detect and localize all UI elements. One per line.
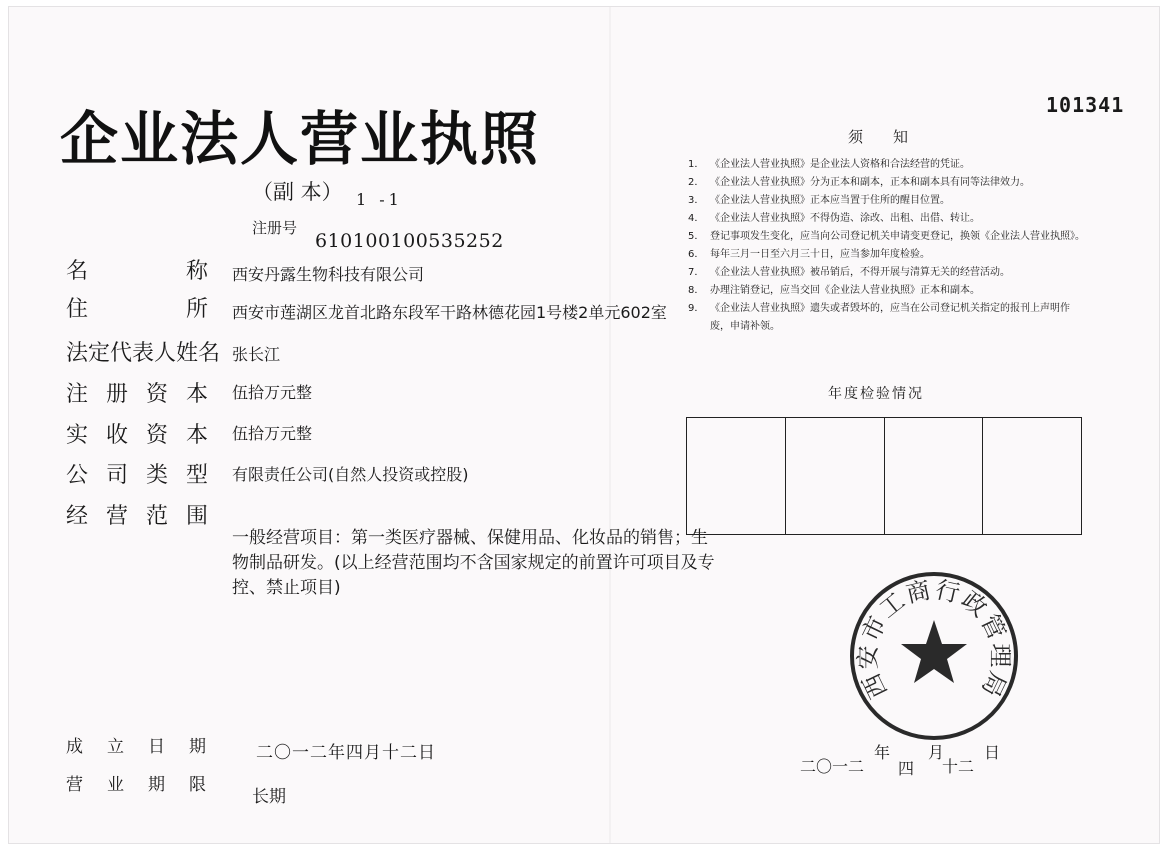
issue-date xyxy=(800,740,1000,780)
notice-item-number: 4． xyxy=(688,213,705,224)
notice-item xyxy=(688,192,1088,210)
field-label-legal-rep: 法定代表人姓名 xyxy=(66,341,221,366)
issue-day-num: 十二 xyxy=(942,757,975,776)
notice-title: 须知 xyxy=(848,128,939,146)
official-seal-icon xyxy=(848,570,1020,742)
field-value-paid-capital: 伍拾万元整 xyxy=(232,424,313,443)
notice-item xyxy=(688,174,1088,192)
notice-item-text: 登记事项发生变化，应当向公司登记机关申请变更登记，换领《企业法人营业执照》。 xyxy=(710,231,1085,242)
notice-item xyxy=(688,246,1088,264)
notice-item-text: 《企业法人营业执照》正本应当置于住所的醒目位置。 xyxy=(710,195,950,206)
notice-item-number: 6． xyxy=(688,249,705,260)
field-label-company-type: 公司类型 xyxy=(66,463,208,488)
issue-month-num: 四 xyxy=(898,759,915,778)
notice-item xyxy=(688,156,1088,174)
inspection-cell xyxy=(786,418,885,534)
seal-star xyxy=(901,620,967,683)
field-value-legal-rep: 张长江 xyxy=(232,345,281,364)
field-label-business-scope: 经营范围 xyxy=(66,504,208,529)
notice-item-number: 7． xyxy=(688,267,705,278)
seal-text-path: 西安市工商行政管理局 xyxy=(853,575,1015,703)
notice-item-number: 2． xyxy=(688,177,705,188)
inspection-cell xyxy=(885,418,984,534)
notice-item-text: 《企业法人营业执照》遗失或者毁坏的，应当在公司登记机关指定的报刊上声明作废，申请补领。 xyxy=(710,303,1070,332)
notice-item-text: 《企业法人营业执照》是企业法人资格和合法经营的凭证。 xyxy=(710,159,970,170)
notice-item-text: 办理注销登记，应当交回《企业法人营业执照》正本和副本。 xyxy=(710,285,980,296)
field-value-registered-capital: 伍拾万元整 xyxy=(232,383,313,402)
notice-item-number: 1． xyxy=(688,159,705,170)
annual-inspection-title: 年度检验情况 xyxy=(828,386,924,402)
fold-line xyxy=(609,7,611,843)
field-value-address: 西安市莲湖区龙首北路东段军干路林德花园1号楼2单元602室 xyxy=(232,303,667,322)
copy-subtitle: （副 本） xyxy=(252,180,343,204)
notice-item xyxy=(688,210,1088,228)
notice-item-number: 9． xyxy=(688,303,705,314)
notice-item-number: 8． xyxy=(688,285,705,296)
registration-label: 注册号 xyxy=(252,219,298,237)
establishment-date-value: 二〇一二年四月十二日 xyxy=(256,743,436,763)
field-label-paid-capital: 实收资本 xyxy=(66,423,208,448)
notice-item xyxy=(688,264,1088,282)
document-title: 企业法人营业执照 xyxy=(60,105,541,173)
notice-item-text: 《企业法人营业执照》分为正本和副本，正本和副本具有同等法律效力。 xyxy=(710,177,1030,188)
notice-item xyxy=(688,300,1088,336)
notice-item xyxy=(688,228,1088,246)
field-label-registered-capital: 注册资本 xyxy=(66,382,208,407)
issue-day-char: 日 xyxy=(984,743,1001,762)
issue-year-prefix: 二〇一二 xyxy=(800,757,865,776)
inspection-cell xyxy=(687,418,786,534)
notice-item-number: 5． xyxy=(688,231,705,242)
field-value-name: 西安丹露生物科技有限公司 xyxy=(232,265,425,284)
notice-item xyxy=(688,282,1088,300)
notice-list xyxy=(688,156,1088,336)
issue-month-char: 月 xyxy=(928,743,945,762)
issue-year-char: 年 xyxy=(874,743,891,762)
business-term-value: 长期 xyxy=(252,787,286,807)
notice-item-text: 《企业法人营业执照》不得伪造、涂改、出租、出借、转让。 xyxy=(710,213,980,224)
establishment-date-label: 成立日期 xyxy=(66,737,206,757)
field-label-address: 住所 xyxy=(66,297,208,322)
copy-number: 1 -1 xyxy=(356,190,403,209)
notice-item-text: 《企业法人营业执照》被吊销后，不得开展与清算无关的经营活动。 xyxy=(710,267,1010,278)
business-term-label: 营业期限 xyxy=(66,775,206,795)
business-scope-text: 一般经营项目：第一类医疗器械、保健用品、化妆品的销售；生物制品研发。(以上经营范围均不含国家规定的前置许可项目及专控、禁止项目) xyxy=(232,528,715,598)
serial-number: 101341 xyxy=(1046,93,1125,117)
inspection-cell xyxy=(983,418,1081,534)
notice-item-number: 3． xyxy=(688,195,705,206)
registration-number: 610100100535252 xyxy=(315,230,504,252)
field-value-company-type: 有限责任公司(自然人投资或控股) xyxy=(232,465,469,484)
annual-inspection-grid xyxy=(686,417,1082,535)
field-label-name: 名称 xyxy=(66,259,208,284)
notice-item-text: 每年三月一日至六月三十日，应当参加年度检验。 xyxy=(710,249,930,260)
